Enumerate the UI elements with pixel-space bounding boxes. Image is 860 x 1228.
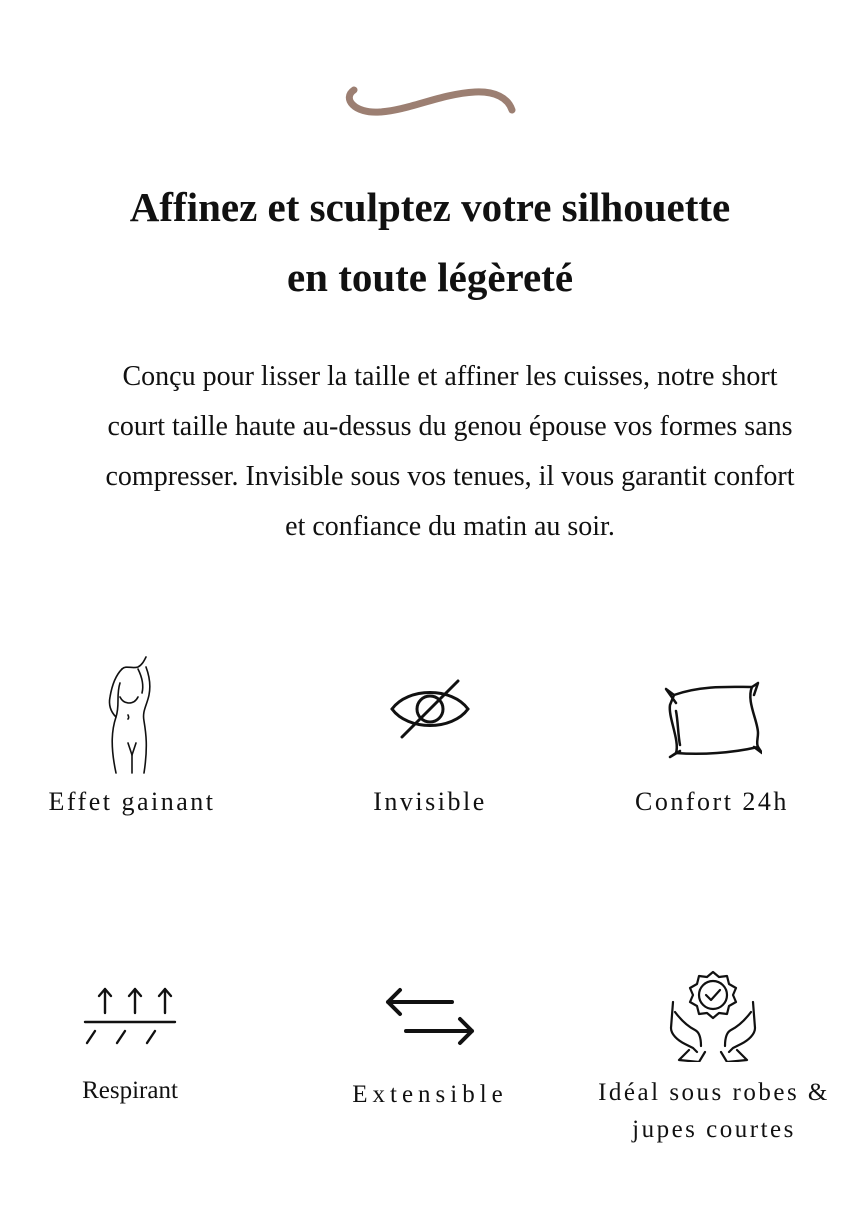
product-description: Conçu pour lisser la taille et affiner les cuisses, notre short court taille haute au-dessus du genou épouse vos formes sans compresser. Invisible sous vos tenues, il vous garantit confort et confiance du matin au soir. — [105, 361, 795, 542]
feature-invisible — [280, 655, 580, 835]
feature-extensible — [280, 985, 580, 1125]
decorative-swoosh-icon — [340, 80, 520, 125]
feature-label: Idéal sous robes & jupes courtes — [598, 1079, 830, 1143]
feature-breathable — [0, 985, 280, 1125]
eye-slash-icon — [390, 679, 470, 739]
breathable-arrows-icon — [83, 985, 177, 1047]
page-title — [0, 172, 860, 312]
feature-label: Respirant — [82, 1077, 178, 1104]
feature-label: Extensible — [352, 1081, 508, 1108]
feature-shaping — [0, 655, 282, 835]
feature-label: Effet gainant — [48, 787, 216, 816]
title-line-1: Affinez et sculptez votre silhouette — [129, 184, 731, 230]
body-silhouette-icon — [102, 655, 162, 775]
feature-ideal-dresses — [564, 968, 860, 1148]
title-line-2: en toute légèreté — [286, 254, 574, 300]
feature-label: Confort 24h — [635, 787, 789, 816]
feature-label: Invisible — [373, 787, 487, 816]
quality-badge-hands-icon — [667, 968, 761, 1062]
pillow-icon — [662, 681, 762, 761]
feature-comfort — [562, 655, 860, 835]
stretch-arrows-icon — [382, 985, 478, 1049]
